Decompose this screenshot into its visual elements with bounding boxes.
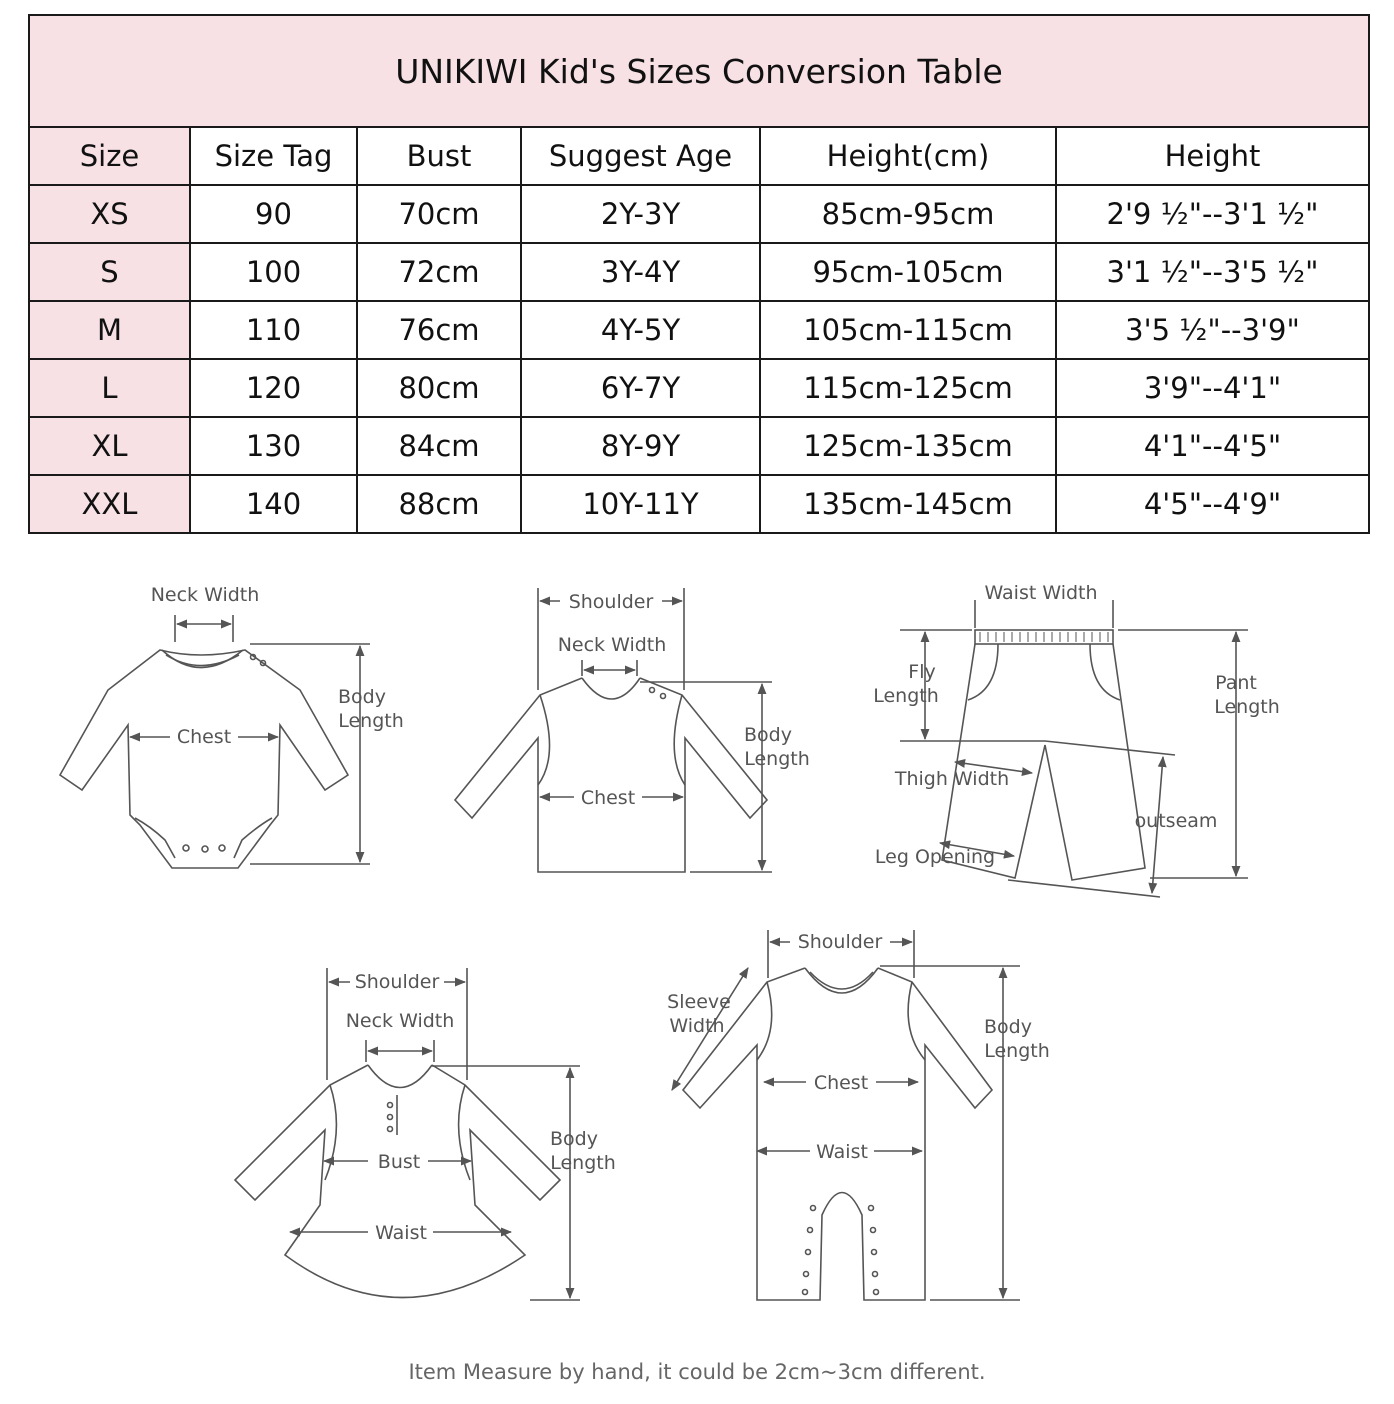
- romper-length-label: Length: [984, 1040, 1050, 1062]
- bodysuit-neck-label: Neck Width: [150, 584, 260, 606]
- size-tag-cell: 120: [190, 359, 357, 417]
- table-row: [29, 475, 1369, 533]
- age-cell: 2Y-3Y: [521, 185, 760, 243]
- pants-waist-label: Waist Width: [984, 582, 1098, 604]
- pants-fly-label: Fly: [908, 661, 936, 683]
- dress-neck-label: Neck Width: [345, 1010, 455, 1032]
- bust-cell: 80cm: [357, 359, 521, 417]
- height-cell: 3'9"--4'1": [1056, 359, 1369, 417]
- header-bust: Bust: [357, 127, 521, 185]
- age-cell: 8Y-9Y: [521, 417, 760, 475]
- size-tag-cell: 130: [190, 417, 357, 475]
- table-row: [29, 359, 1369, 417]
- shirt-length-label: Length: [744, 748, 810, 770]
- height-cm-cell: 95cm-105cm: [760, 243, 1056, 301]
- table-row: [29, 417, 1369, 475]
- size-tag-cell: 90: [190, 185, 357, 243]
- bust-cell: 84cm: [357, 417, 521, 475]
- height-cm-cell: 125cm-135cm: [760, 417, 1056, 475]
- height-cell: 4'5"--4'9": [1056, 475, 1369, 533]
- pants-thigh-label: Thigh Width: [894, 768, 1010, 790]
- romper-sleeve-label: Sleeve: [667, 991, 731, 1013]
- size-cell: XL: [29, 417, 190, 475]
- bodysuit-length-label: Length: [338, 710, 404, 732]
- pants-pant-length-label: Length: [1214, 696, 1280, 718]
- height-cm-cell: 115cm-125cm: [760, 359, 1056, 417]
- height-cm-cell: 85cm-95cm: [760, 185, 1056, 243]
- romper-shoulder-label: Shoulder: [797, 931, 883, 953]
- size-cell: L: [29, 359, 190, 417]
- height-cell: 2'9 ½"--3'1 ½": [1056, 185, 1369, 243]
- romper-sleeve-width-label: Width: [669, 1015, 725, 1037]
- table-header-row: [29, 127, 1369, 185]
- size-tag-cell: 140: [190, 475, 357, 533]
- header-size: Size: [29, 127, 190, 185]
- dress-bust-label: Bust: [377, 1151, 421, 1173]
- measure-note: Item Measure by hand, it could be 2cm~3cm different.: [408, 1360, 986, 1384]
- romper-body-label: Body: [984, 1016, 1032, 1038]
- pants-outseam-label: outseam: [1134, 810, 1218, 832]
- pants-leg-opening-label: Leg Opening: [874, 846, 996, 868]
- bust-cell: 76cm: [357, 301, 521, 359]
- age-cell: 4Y-5Y: [521, 301, 760, 359]
- size-conversion-table: [28, 14, 1370, 534]
- height-cell: 4'1"--4'5": [1056, 417, 1369, 475]
- pants-fly-length-label: Length: [873, 685, 939, 707]
- table-row: [29, 185, 1369, 243]
- measurement-diagrams: [0, 540, 1394, 1340]
- romper-diagram: [672, 930, 1020, 1300]
- dress-shoulder-label: Shoulder: [354, 971, 440, 993]
- shirt-neck-label: Neck Width: [557, 634, 667, 656]
- size-tag-cell: 110: [190, 301, 357, 359]
- romper-waist-label: Waist: [816, 1141, 868, 1163]
- height-cell: 3'5 ½"--3'9": [1056, 301, 1369, 359]
- height-cm-cell: 135cm-145cm: [760, 475, 1056, 533]
- height-cell: 3'1 ½"--3'5 ½": [1056, 243, 1369, 301]
- header-suggest-age: Suggest Age: [521, 127, 760, 185]
- size-tag-cell: 100: [190, 243, 357, 301]
- pants-pant-label: Pant: [1215, 672, 1257, 694]
- size-cell: XS: [29, 185, 190, 243]
- bust-cell: 70cm: [357, 185, 521, 243]
- size-cell: M: [29, 301, 190, 359]
- size-cell: XXL: [29, 475, 190, 533]
- height-cm-cell: 105cm-115cm: [760, 301, 1056, 359]
- table-title: UNIKIWI Kid's Sizes Conversion Table: [29, 15, 1369, 127]
- table-row: [29, 243, 1369, 301]
- age-cell: 3Y-4Y: [521, 243, 760, 301]
- bust-cell: 88cm: [357, 475, 521, 533]
- header-height: Height: [1056, 127, 1369, 185]
- table-row: [29, 301, 1369, 359]
- age-cell: 10Y-11Y: [521, 475, 760, 533]
- shirt-chest-label: Chest: [580, 787, 636, 809]
- bodysuit-chest-label: Chest: [176, 726, 232, 748]
- header-height-cm: Height(cm): [760, 127, 1056, 185]
- shirt-shoulder-label: Shoulder: [568, 591, 654, 613]
- shirt-diagram: [455, 588, 772, 872]
- size-cell: S: [29, 243, 190, 301]
- dress-waist-label: Waist: [375, 1222, 427, 1244]
- dress-body-label: Body: [550, 1128, 598, 1150]
- shirt-body-label: Body: [744, 724, 792, 746]
- romper-chest-label: Chest: [813, 1072, 869, 1094]
- bust-cell: 72cm: [357, 243, 521, 301]
- bodysuit-body-label: Body: [338, 686, 386, 708]
- dress-length-label: Length: [550, 1152, 616, 1174]
- age-cell: 6Y-7Y: [521, 359, 760, 417]
- header-size-tag: Size Tag: [190, 127, 357, 185]
